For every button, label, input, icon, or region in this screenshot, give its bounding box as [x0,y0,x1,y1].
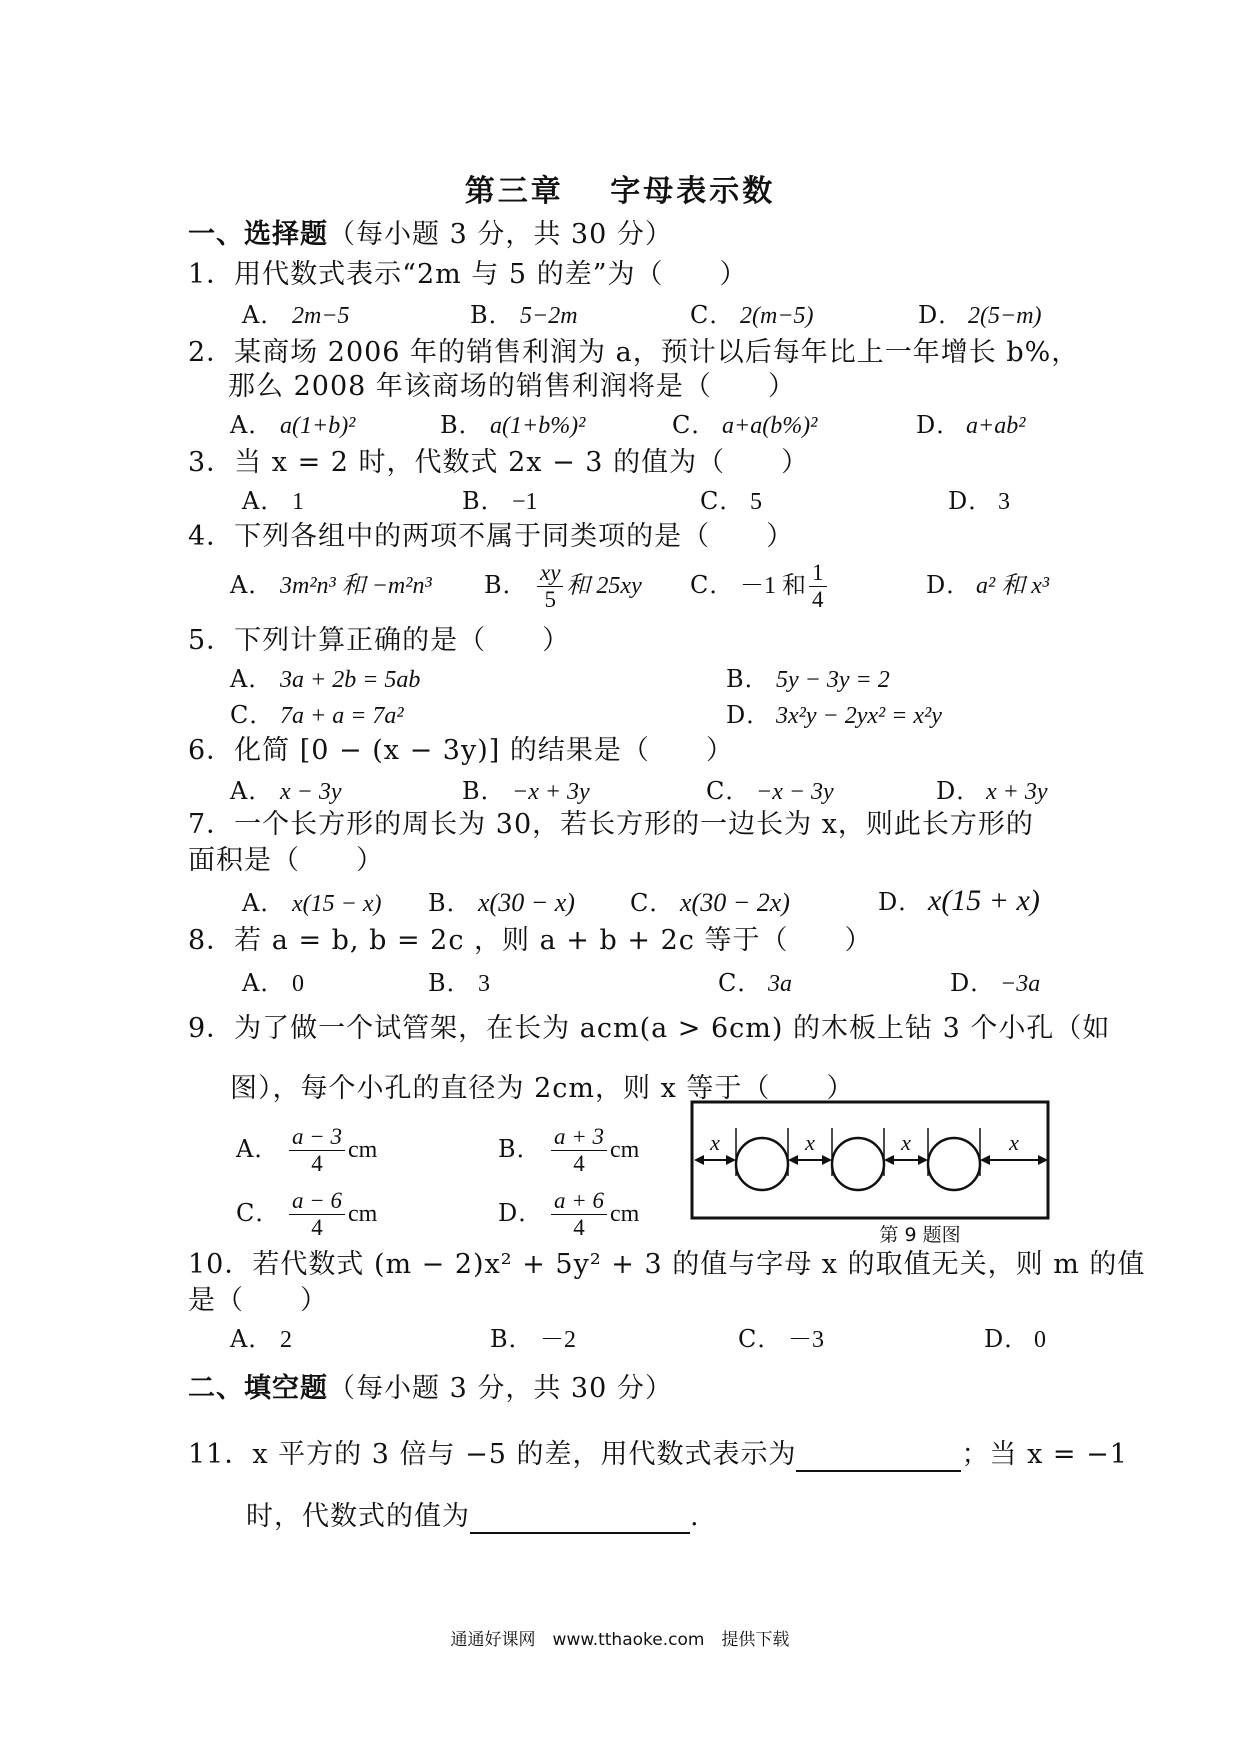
question-7-stem-line2: 面积是（ ） [188,845,384,876]
q7-option-d: D． x(15 + x) [878,884,1040,917]
answer-blank-1[interactable] [796,1442,961,1472]
q2-option-a: A． a(1+b)² [230,411,356,439]
q6-option-b: B． −x + 3y [462,777,590,805]
question-11-stem-2: 时，代数式的值为 [246,1501,470,1532]
figure-caption: 第 9 题图 [879,1224,961,1246]
q2-option-d: D． a+ab² [916,411,1026,439]
q3-option-c: C． 5 [700,487,762,515]
q3-option-a: A． 1 [242,487,304,515]
section-heading-fill [188,1372,673,1406]
question-11-condition: ；当 x = −1 [961,1439,1128,1470]
question-6-stem: 6．化简 [0 − (x − 3y)] 的结果是（ ） [188,735,734,766]
arrow-head [822,1155,832,1165]
fraction: $\frac{1}{4}$ [809,560,827,613]
arrow-head [980,1155,990,1165]
gap-label: x [1009,1130,1019,1155]
q8-option-d: D． −3a [950,969,1041,997]
section-note: （每小题 3 分，共 30 分） [328,1373,673,1404]
arrow-head [918,1155,928,1165]
gap-label: x [710,1130,720,1155]
q4-option-a: A． 3m²n³ 和 −m²n³ [230,571,432,599]
q2-option-b: B． a(1+b%)² [440,411,586,439]
hole-circle [736,1138,788,1190]
q4-option-c: C． －1 和 $\frac{1}{4}$ [690,560,830,613]
page-footer: 通通好课网 www.tthaoke.com 提供下载 [450,1630,790,1650]
q10-option-d: D． 0 [984,1325,1046,1353]
gap-label: x [805,1130,815,1155]
question-10-stem-line1: 10．若代数式 (m − 2)x² + 5y² + 3 的值与字母 x 的取值无关，则 m 的值 [188,1249,1146,1280]
q1-option-c: C． 2(m−5) [690,301,814,329]
arrow-head [884,1155,894,1165]
question-11-line2 [246,1500,700,1534]
hole-circle [832,1138,884,1190]
test-tube-rack-figure [690,1100,1052,1222]
q1-option-b: B． 5−2m [470,301,578,329]
arrow-head [788,1155,798,1165]
fraction: $\frac{a - 3}{4}$ [289,1124,345,1177]
q8-option-a: A． 0 [242,969,304,997]
q4-option-d: D． a² 和 x³ [926,571,1050,599]
q9-option-d: D． $\frac{a + 6}{4}$ cm [498,1188,640,1240]
q8-option-b: B． 3 [428,969,490,997]
q5-option-d: D． 3x²y − 2yx² = x²y [726,701,942,729]
q9-option-b: B． $\frac{a + 3}{4}$ cm [498,1124,640,1176]
q5-option-c: C． 7a + a = 7a² [230,701,404,729]
hole-circle [928,1138,980,1190]
q7-option-c: C． x(30 − 2x) [630,888,790,917]
q10-option-a: A． 2 [230,1325,292,1353]
q9-option-a: A． $\frac{a - 3}{4}$ cm [236,1124,378,1176]
answer-blank-2[interactable] [470,1504,690,1534]
question-1-stem: 1．用代数式表示“2m 与 5 的差”为（ ） [188,259,748,290]
section-note: （每小题 3 分，共 30 分） [328,219,673,250]
section-heading-choice [188,218,673,252]
question-11-end: . [690,1501,700,1532]
page-title: 第三章 字母表示数 [464,174,776,209]
q9-option-c: C． $\frac{a - 6}{4}$ cm [236,1188,378,1240]
arrow-head [694,1155,704,1165]
question-7-stem-line1: 7．一个长方形的周长为 30，若长方形的一边长为 x，则此长方形的 [188,809,1034,840]
q6-option-a: A． x − 3y [230,777,342,805]
question-11-line1 [188,1438,1128,1472]
section-title: 一、选择题 [188,219,328,250]
q6-option-d: D． x + 3y [936,777,1048,805]
fraction: $\frac{a - 6}{4}$ [289,1188,345,1241]
question-10-stem-line2: 是（ ） [188,1285,328,1316]
q10-option-b: B． －2 [490,1325,576,1353]
fraction: $\frac{a + 6}{4}$ [551,1188,607,1241]
q2-option-c: C． a+a(b%)² [672,411,818,439]
q8-option-c: C． 3a [718,969,792,997]
q1-option-a: A． 2m−5 [242,301,350,329]
fraction: $\frac{xy}{5}$ [537,560,563,613]
question-2-stem-line2: 那么 2008 年该商场的销售利润将是（ ） [228,371,796,402]
question-2-stem-line1: 2．某商场 2006 年的销售利润为 a，预计以后每年比上一年增长 b%， [188,337,1080,368]
question-9-stem-line1: 9．为了做一个试管架，在长为 acm(a > 6cm) 的木板上钻 3 个小孔（如 [188,1013,1111,1044]
q6-option-c: C． −x − 3y [706,777,834,805]
q3-option-b: B． −1 [462,487,538,515]
question-5-stem: 5．下列计算正确的是（ ） [188,625,571,656]
fraction: $\frac{a + 3}{4}$ [551,1124,607,1177]
section-title: 二、填空题 [188,1373,328,1404]
q4-option-b: B． $\frac{xy}{5}$ 和 25xy [484,560,642,612]
q5-option-b: B． 5y − 3y = 2 [726,665,890,693]
q5-option-a: A． 3a + 2b = 5ab [230,665,421,693]
gap-label: x [901,1130,911,1155]
arrow-head [726,1155,736,1165]
q3-option-d: D． 3 [948,487,1010,515]
question-11-stem: 11．x 平方的 3 倍与 −5 的差，用代数式表示为 [188,1439,797,1470]
q7-option-b: B． x(30 − x) [428,888,575,917]
question-3-stem: 3．当 x = 2 时，代数式 2x − 3 的值为（ ） [188,447,810,478]
q10-option-c: C． －3 [738,1325,824,1353]
q7-option-a: A． x(15 − x) [242,889,382,917]
question-8-stem: 8．若 a = b, b = 2c ，则 a + b + 2c 等于（ ） [188,925,873,956]
q1-option-d: D． 2(5−m) [918,301,1042,329]
question-9-stem-line2: 图），每个小孔的直径为 2cm，则 x 等于（ ） [230,1073,855,1104]
question-4-stem: 4．下列各组中的两项不属于同类项的是（ ） [188,521,795,552]
